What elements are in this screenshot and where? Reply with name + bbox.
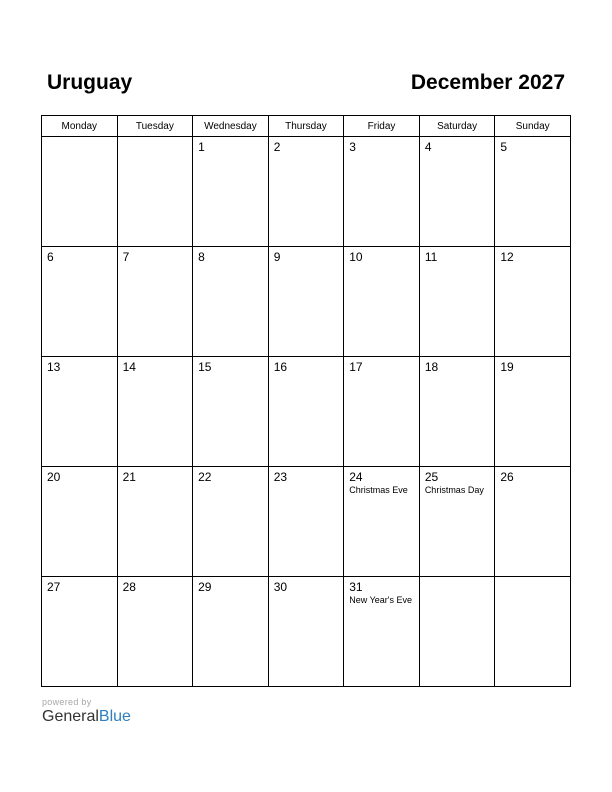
day-cell — [193, 577, 269, 687]
day-number: 3 — [349, 140, 356, 154]
weekday-header-saturday: Saturday — [419, 116, 495, 137]
weekday-header-thursday: Thursday — [268, 116, 344, 137]
day-cell — [117, 247, 193, 357]
weekday-header-monday: Monday — [42, 116, 118, 137]
weekday-header-tuesday: Tuesday — [117, 116, 193, 137]
day-number: 9 — [273, 250, 281, 264]
day-number: 2 — [273, 140, 281, 154]
day-cell — [344, 247, 420, 357]
day-number: 14 — [122, 360, 136, 374]
day-cell — [344, 137, 420, 247]
calendar-grid — [41, 115, 571, 687]
day-number: 25 — [424, 470, 439, 484]
day-cell — [117, 467, 193, 577]
day-cell — [193, 357, 269, 467]
weekday-header-row — [42, 116, 571, 137]
day-number: 19 — [500, 360, 514, 374]
country-title: Uruguay — [47, 71, 133, 94]
day-cell — [42, 357, 118, 467]
day-cell — [495, 577, 571, 687]
day-number: 21 — [122, 470, 136, 484]
powered-by-text: powered by — [42, 697, 92, 707]
day-number: 10 — [349, 250, 363, 264]
holiday-label: New Year's Eve — [349, 595, 413, 605]
day-cell — [42, 137, 118, 247]
day-cell — [268, 467, 344, 577]
brand-blue: Blue — [98, 708, 131, 725]
weekday-header-friday: Friday — [344, 116, 420, 137]
footer-branding — [42, 697, 131, 726]
brand-general: General — [42, 708, 99, 725]
day-number: 20 — [47, 470, 61, 484]
day-number: 26 — [500, 470, 514, 484]
weekday-header-sunday: Sunday — [495, 116, 571, 137]
day-number: 4 — [424, 140, 432, 154]
day-number: 18 — [424, 360, 439, 374]
day-number: 6 — [47, 250, 54, 264]
day-cell — [419, 357, 495, 467]
calendar-body — [42, 137, 571, 687]
day-number: 31 — [349, 580, 363, 594]
holiday-label: Christmas Day — [424, 485, 484, 495]
day-number: 17 — [349, 360, 363, 374]
day-cell — [419, 137, 495, 247]
day-cell — [117, 357, 193, 467]
day-number: 24 — [349, 470, 363, 484]
week-row — [42, 247, 571, 357]
week-row — [42, 357, 571, 467]
day-number: 5 — [500, 140, 508, 154]
month-title: December 2027 — [410, 71, 565, 94]
day-cell — [42, 577, 118, 687]
day-cell — [495, 357, 571, 467]
day-cell — [193, 247, 269, 357]
day-cell — [117, 137, 193, 247]
day-cell — [42, 467, 118, 577]
day-number: 13 — [47, 360, 61, 374]
day-number: 11 — [424, 250, 438, 264]
day-cell — [117, 577, 193, 687]
day-number: 27 — [47, 580, 61, 594]
day-number: 29 — [198, 580, 212, 594]
day-cell — [344, 357, 420, 467]
day-cell — [495, 137, 571, 247]
week-row — [42, 577, 571, 687]
day-number: 30 — [273, 580, 288, 594]
day-cell — [193, 137, 269, 247]
day-number: 16 — [273, 360, 288, 374]
day-cell — [268, 357, 344, 467]
day-number: 1 — [198, 140, 205, 154]
weekday-header-wednesday: Wednesday — [193, 116, 269, 137]
day-cell — [495, 247, 571, 357]
day-cell — [268, 137, 344, 247]
day-number: 7 — [122, 250, 130, 264]
day-number: 22 — [198, 470, 212, 484]
day-cell — [268, 247, 344, 357]
day-number: 8 — [198, 250, 205, 264]
holiday-label: Christmas Eve — [349, 485, 408, 495]
day-number: 15 — [198, 360, 212, 374]
day-cell — [495, 467, 571, 577]
day-cell — [419, 577, 495, 687]
day-cell — [419, 247, 495, 357]
week-row — [42, 467, 571, 577]
day-cell — [268, 577, 344, 687]
day-cell — [419, 467, 495, 577]
day-cell — [42, 247, 118, 357]
week-row — [42, 137, 571, 247]
day-cell — [193, 467, 269, 577]
day-cell — [344, 467, 420, 577]
day-number: 23 — [273, 470, 288, 484]
day-cell — [344, 577, 420, 687]
day-number: 28 — [122, 580, 136, 594]
day-number: 12 — [500, 250, 514, 264]
generalblue-logo[interactable] — [42, 708, 131, 726]
